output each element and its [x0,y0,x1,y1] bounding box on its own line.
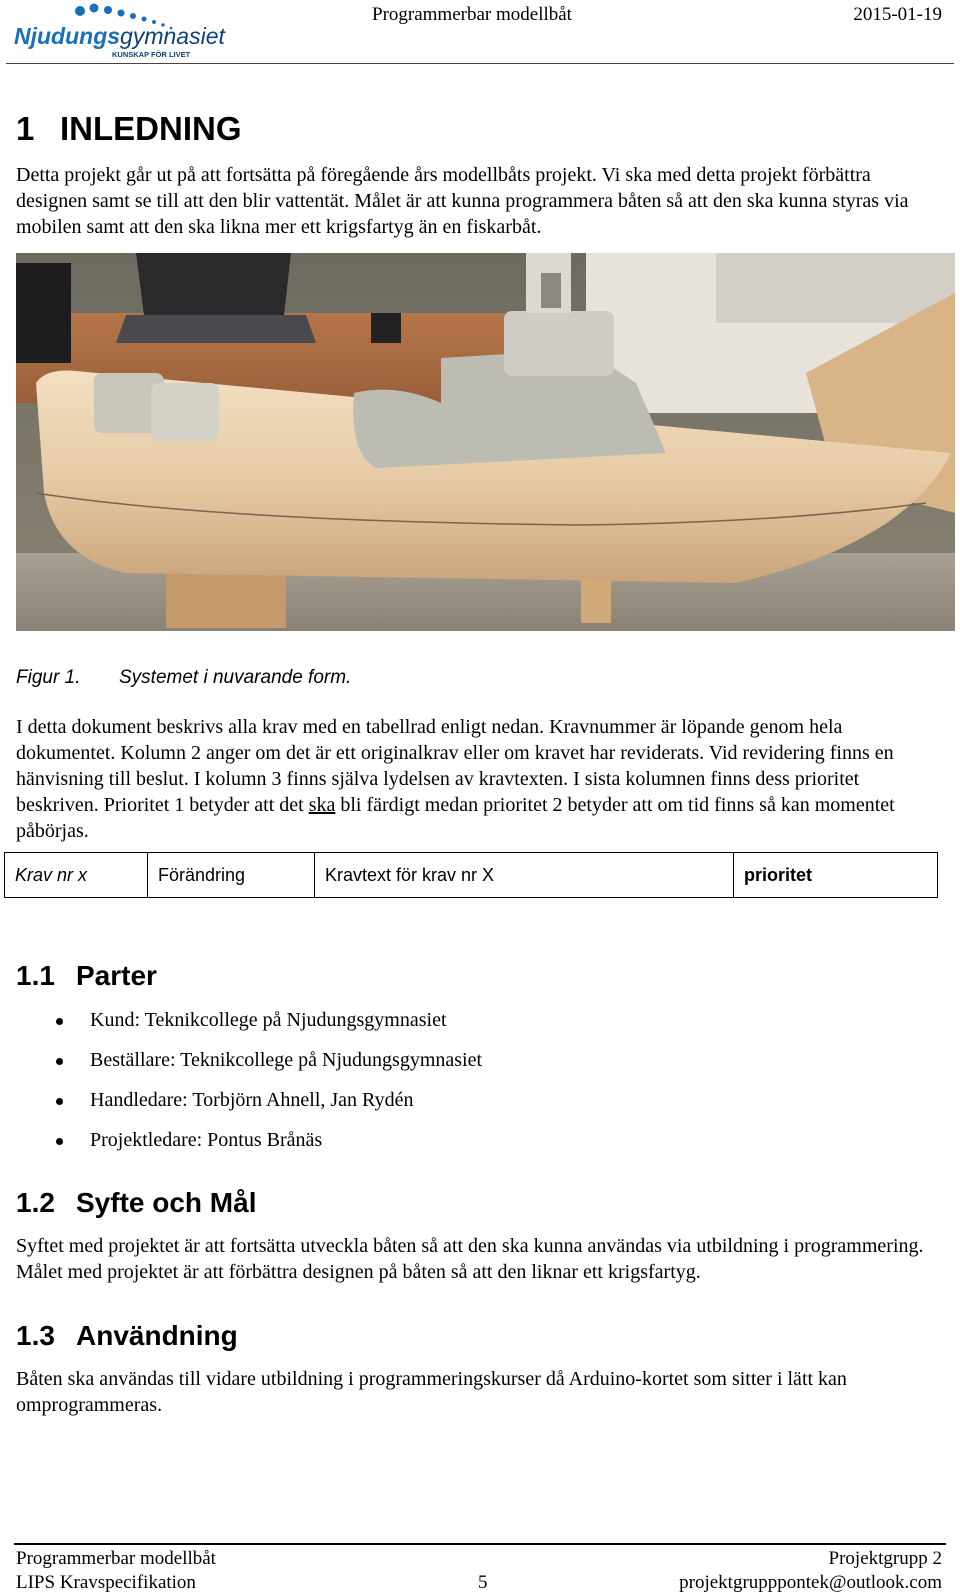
footer-divider [14,1543,946,1545]
description-text-2: bli färdigt medan prioritet 2 betyder att om tid finns så kan momentet påbörjas. [16,794,895,842]
syfte-paragraph: Syftet med projektet är att fortsätta utveckla båten så att den ska kunna användas via utbildning i programmering. Målet med projektet är att förbättra designen på båten så att den liknar ett krigsfartyg. [16,1235,924,1283]
school-logo [14,2,225,62]
header-title: Programmerbar modellbåt [372,4,572,25]
subsection-heading-parter [16,960,157,992]
description-underlined: ska [308,794,336,816]
subsection-heading-syfte [16,1187,256,1219]
subsection-number: 1.3 [16,1320,55,1351]
list-item [16,1047,916,1087]
footer-group: Projektgrupp 2 [828,1548,942,1569]
description-text-1: I detta dokument beskrivs alla krav med en tabellrad enligt nedan. Kravnummer är löpande genom hela dokumentet. Kolumn 2 anger om det är ett originalkrav eller om kravet har reviderats. Vid revidering finns en hänvisning till beslut. I kolumn 3 finns själva lydelsen av kravtexten. I sista kolumnen finns dess prioritet beskriven. Prioritet 1 betyder att det [16,716,894,816]
footer-doc-title: Programmerbar modellbåt [16,1548,216,1569]
header-divider [6,63,954,64]
anvandning-paragraph: Båten ska användas till vidare utbildning i programmeringskurser då Arduino-kortet som sitter i lätt kan omprogrammeras. [16,1368,847,1416]
svg-text:Njudungsgymnasiet: Njudungsgymnasiet [14,23,225,49]
table-cell-forandring: Förändring [148,853,315,898]
list-item-text: Handledare: Torbjörn Ahnell, Jan Rydén [90,1089,414,1111]
header-date: 2015-01-19 [853,4,942,25]
list-item-text: Beställare: Teknikcollege på Njudungsgymnasiet [90,1049,483,1071]
requirement-table [4,852,938,898]
section-heading [16,110,242,148]
table-cell-kravtext: Kravtext för krav nr X [315,853,734,898]
svg-text:KUNSKAP FÖR LIVET: KUNSKAP FÖR LIVET [112,50,191,59]
footer-page-number: 5 [478,1572,488,1593]
list-item [16,1087,916,1127]
table-cell-prioritet: prioritet [734,853,938,898]
subsection-title: Användning [76,1320,238,1351]
list-item [16,1127,916,1167]
figure-caption [16,667,351,689]
intro-paragraph: Detta projekt går ut på att fortsätta på föregående års modellbåts projekt. Vi ska med detta projekt förbättra designen samt se till att den blir vattentät. Målet är att kunna programmera båten så att den ska kunna styras via mobilen samt att den ska likna mer ett krigsfartyg än en fiskarbåt. [16,164,909,238]
subsection-title: Parter [76,960,157,991]
subsection-title: Syfte och Mål [76,1187,257,1218]
bullet-icon [56,1058,63,1065]
description-paragraph [16,714,946,844]
bullet-icon [56,1138,63,1145]
bullet-icon [56,1098,63,1105]
subsection-number: 1.2 [16,1187,55,1218]
section-title: INLEDNING [60,110,242,147]
bullet-icon [56,1018,63,1025]
list-item [16,1007,916,1047]
figure-caption-text: Systemet i nuvarande form. [119,667,352,688]
footer-doc-type: LIPS Kravspecifikation [16,1572,196,1593]
table-cell-krav-nr: Krav nr x [5,853,148,898]
list-item-text: Projektledare: Pontus Brånäs [90,1129,323,1151]
model-boat-photo [16,253,955,631]
footer-email: projektgrupppontek@outlook.com [679,1572,942,1593]
subsection-number: 1.1 [16,960,55,991]
figure-label: Figur 1. [16,667,81,688]
parter-list [16,1007,916,1167]
table-row [5,853,938,898]
subsection-heading-anvandning [16,1320,238,1352]
list-item-text: Kund: Teknikcollege på Njudungsgymnasiet [90,1009,447,1031]
section-number: 1 [16,110,35,147]
